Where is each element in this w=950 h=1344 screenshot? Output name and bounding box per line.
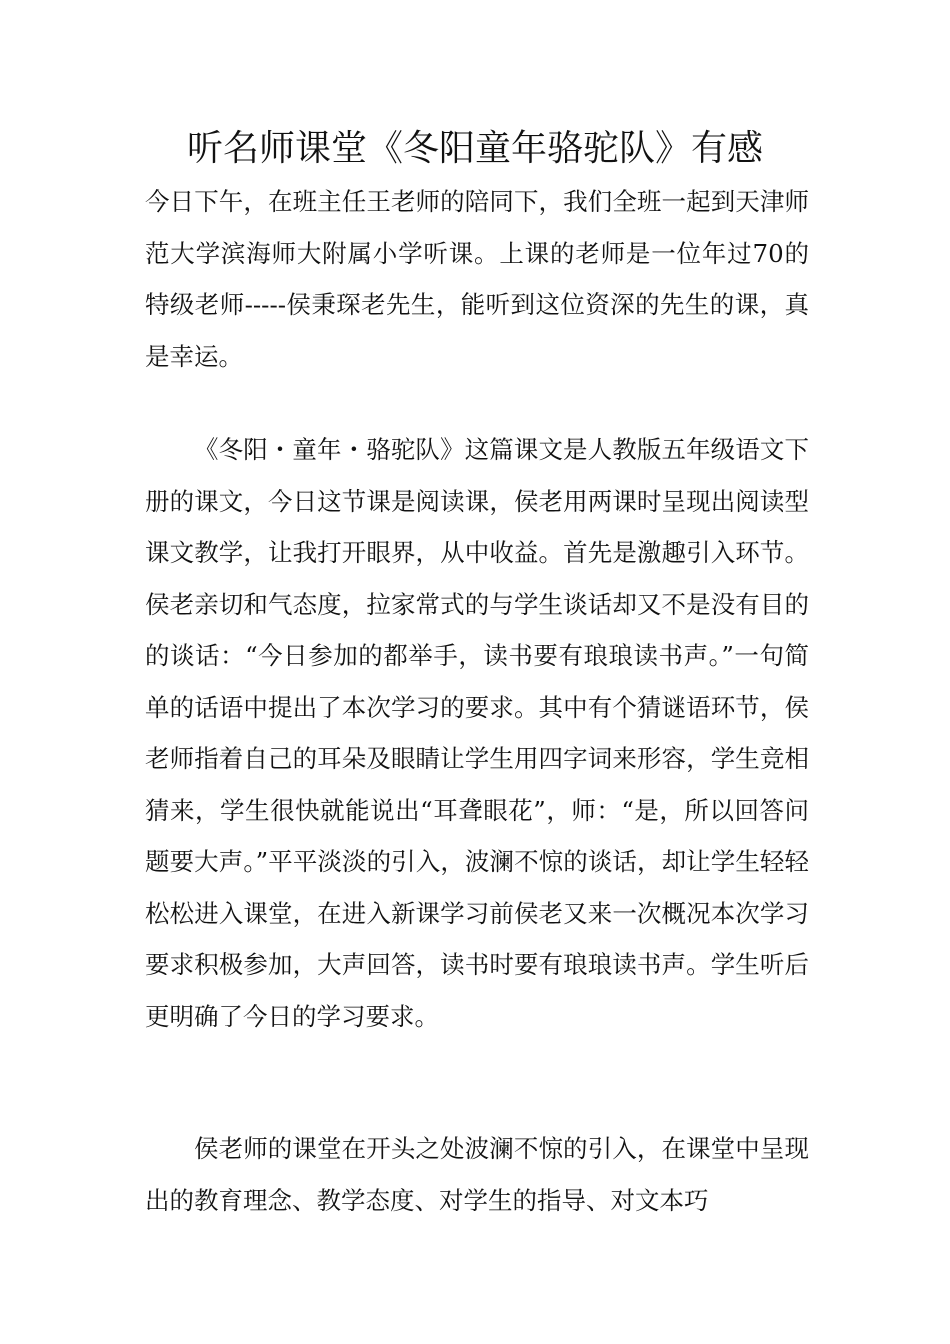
paragraph-1: 今日下午，在班主任王老师的陪同下，我们全班一起到天津师范大学滨海师大附属小学听课。上课的老师是一位年过70的特级老师-----侯秉琛老先生，能听到这位资深的先生的课，真是幸运。 [145,187,809,371]
paragraph-3: 侯老师的课堂在开头之处波澜不惊的引入，在课堂中呈现出的教育理念、教学态度、对学生的指导、对文本巧 [145,1134,809,1215]
paragraph-2: 《冬阳・童年・骆驼队》这篇课文是人教版五年级语文下册的课文，今日这节课是阅读课，侯老用两课时呈现出阅读型课文教学，让我打开眼界，从中收益。首先是激趣引入环节。侯老亲切和气态度，拉家常式的与学生谈话却又不是没有目的的谈话：“今日参加的都举手，读书要有琅琅读书声。”一句简单的话语中提出了本次学习的要求。其中有个猜谜语环节，侯老师指着自己的耳朵及眼睛让学生用四字词来形容，学生竞相猜来，学生很快就能说出“耳聋眼花”，师：“是，所以回答问题要大声。”平平淡淡的引入，波澜不惊的谈话，却让学生轻轻松松进入课堂，在进入新课学习前侯老又来一次概况本次学习要求积极参加，大声回答，读书时要有琅琅读书声。学生听后更明确了今日的学习要求。 [145,435,809,1031]
document-title: 听名师课堂《冬阳童年骆驼队》有感 [186,128,763,169]
